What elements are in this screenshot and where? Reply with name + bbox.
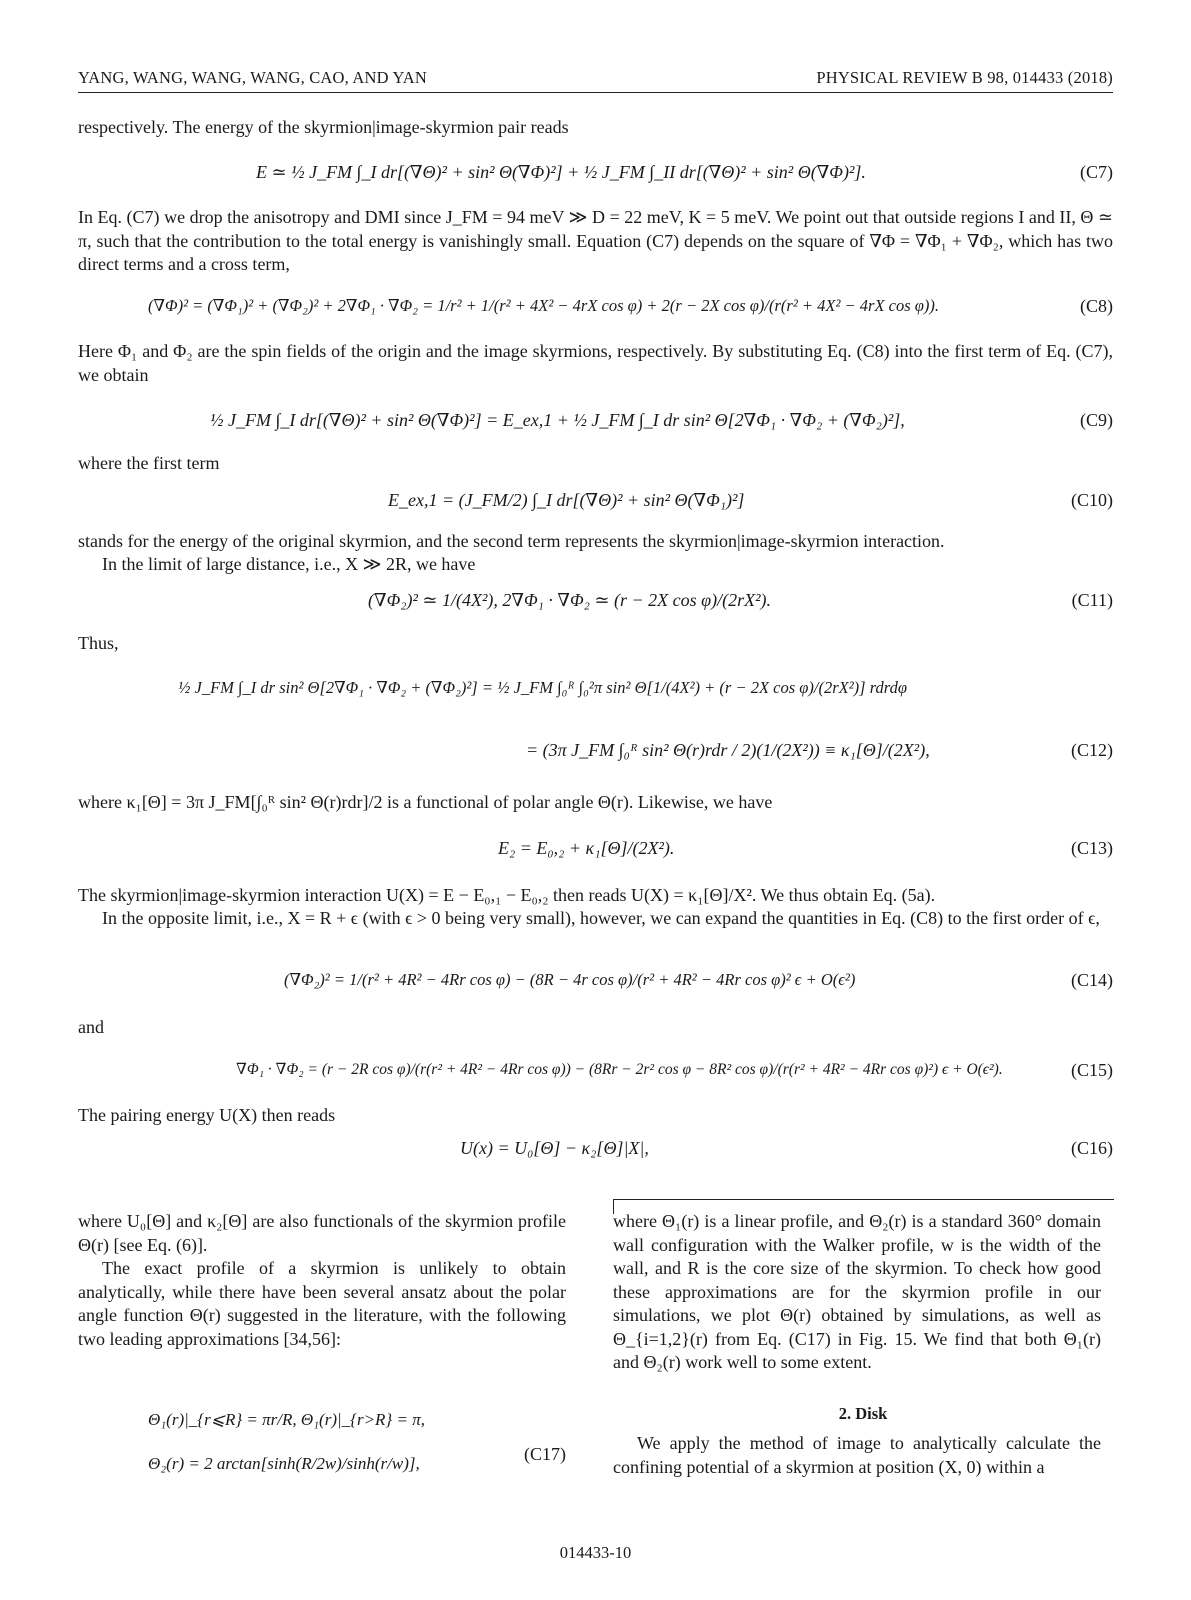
paragraph-thus: Thus,	[78, 633, 119, 653]
paragraph-interaction: The skyrmion|image-skyrmion interaction U(X) = E − E₀,₁ − E₀,₂ then reads U(X) = κ₁[Θ]/X². We thus obtain Eq. (5a).	[78, 885, 936, 905]
paragraph-kappa-functional: where κ₁[Θ] = 3π J_FM[∫₀ᴿ sin² Θ(r)rdr]/2 is a functional of polar angle Θ(r). Likewise, we have	[78, 792, 773, 812]
equation-c9	[78, 398, 1113, 448]
paragraph-functionals: where U₀[Θ] and κ₂[Θ] are also functionals of the skyrmion profile Θ(r) [see Eq. (6)].	[78, 1211, 566, 1255]
header-rule	[78, 92, 1113, 93]
paragraph-pairing-energy: The pairing energy U(X) then reads	[78, 1105, 336, 1125]
equation-label-c12: (C12)	[1071, 740, 1113, 760]
equation-label-c17: (C17)	[524, 1444, 566, 1464]
equation-c16-body: U(x) = U₀[Θ] − κ₂[Θ]|X|,	[460, 1138, 649, 1158]
paragraph-intro: respectively. The energy of the skyrmion|image-skyrmion pair reads	[78, 117, 569, 137]
equation-c11	[78, 578, 1113, 628]
equation-label-c13: (C13)	[1071, 838, 1113, 858]
equation-label-c15: (C15)	[1071, 1060, 1113, 1080]
equation-c17-body: Θ₁(r)|_{r⩽R} = πr/R, Θ₁(r)|_{r>R} = π, Θ₂(r) = 2 arctan[sinh(R/2w)/sinh(r/w)],	[148, 1410, 425, 1473]
equation-c14	[78, 956, 1113, 1008]
equation-c15-body: ∇Φ₁ · ∇Φ₂ = (r − 2R cos φ)/(r(r² + 4R² − 4Rr cos φ)) − (8Rr − 2r² cos φ − 8R² cos φ)/(r(r² + 4R² − 4Rr cos φ)²) ϵ + O(ϵ²).	[236, 1061, 1003, 1078]
equation-label-c9: (C9)	[1080, 410, 1113, 430]
paragraph-disk-method: We apply the method of image to analytically calculate the confining potential of a skyrmion at position (X, 0) within a	[613, 1433, 1101, 1477]
equation-label-c16: (C16)	[1071, 1138, 1113, 1158]
equation-c11-body: (∇Φ₂)² ≃ 1/(4X²), 2∇Φ₁ · ∇Φ₂ ≃ (r − 2X cos φ)/(2rX²).	[368, 590, 771, 610]
equation-c9-body: ½ J_FM ∫_I dr[(∇Θ)² + sin² Θ(∇Φ)²] = E_ex,1 + ½ J_FM ∫_I dr sin² Θ[2∇Φ₁ · ∇Φ₂ + (∇Φ₂)²],	[210, 410, 905, 430]
paragraph-large-distance: In the limit of large distance, i.e., X ≫ 2R, we have	[102, 554, 476, 574]
equation-c15	[78, 1044, 1113, 1098]
paragraph-original-energy: stands for the energy of the original skyrmion, and the second term represents the skyrmion|image-skyrmion interaction.	[78, 531, 945, 551]
equation-c17	[78, 1392, 566, 1488]
paragraph-profiles-description: where Θ₁(r) is a linear profile, and Θ₂(r) is a standard 360° domain wall configuration with the Walker profile, w is the width of the wall, and R is the core size of the skyrmion. To check how good these approximations are for the skyrmion profile in our simulations, we plot Θ(r) obtained by simulations, as well as Θ_{i=1,2}(r) from Eq. (C17) in Fig. 15. We find that both Θ₁(r) and Θ₂(r) work well to some extent.	[613, 1211, 1101, 1372]
running-header-authors: YANG, WANG, WANG, WANG, CAO, AND YAN	[78, 68, 427, 87]
paragraph-exact-profile: The exact profile of a skyrmion is unlikely to obtain analytically, while there have been several ansatz about the polar angle function Θ(r) suggested in the literature, with the following two leading approximations [34,56]:	[78, 1258, 566, 1349]
page-number: 014433-10	[559, 1543, 632, 1562]
equation-c7	[78, 150, 1113, 200]
equation-c12	[78, 662, 1113, 790]
running-header-journal: PHYSICAL REVIEW B 98, 014433 (2018)	[816, 68, 1113, 87]
equation-c16	[78, 1132, 1113, 1168]
equation-c13	[78, 822, 1113, 878]
equation-c13-body: E₂ = E₀,₂ + κ₁[Θ]/(2X²).	[498, 838, 675, 858]
equation-c7-body: E ≃ ½ J_FM ∫_I dr[(∇Θ)² + sin² Θ(∇Φ)²] + ½ J_FM ∫_II dr[(∇Θ)² + sin² Θ(∇Φ)²].	[256, 162, 866, 182]
paragraph-and: and	[78, 1017, 104, 1037]
equation-label-c8: (C8)	[1080, 296, 1113, 316]
equation-label-c10: (C10)	[1071, 490, 1113, 510]
equation-c10-body: E_ex,1 = (J_FM/2) ∫_I dr[(∇Θ)² + sin² Θ(∇Φ₁)²]	[388, 490, 745, 510]
equation-label-c11: (C11)	[1071, 590, 1113, 610]
paragraph-spin-fields: Here Φ₁ and Φ₂ are the spin fields of the origin and the image skyrmions, respectively. By substituting Eq. (C8) into the first term of Eq. (C7), we obtain	[78, 341, 1113, 385]
equation-c12-line-2: = (3π J_FM ∫₀ᴿ sin² Θ(r)rdr / 2)(1/(2X²)) ≡ κ₁[Θ]/(2X²),	[526, 740, 930, 760]
equation-c8	[78, 282, 1113, 334]
equation-c12-line-1: ½ J_FM ∫_I dr sin² Θ[2∇Φ₁ · ∇Φ₂ + (∇Φ₂)²] = ½ J_FM ∫₀ᴿ ∫₀²π sin² Θ[1/(4X²) + (r − 2X cos φ)/(2rX²)] rdrdφ	[178, 678, 907, 697]
paragraph-drop-anisotropy: In Eq. (C7) we drop the anisotropy and DMI since J_FM = 94 meV ≫ D = 22 meV, K = 5 meV. We point out that outside regions I and II, Θ ≃ π, such that the contribution to the total energy is vanishingly small. Equation (C7) depends on the square of ∇Φ = ∇Φ₁ + ∇Φ₂, which has two direct terms and a cross term,	[78, 207, 1113, 274]
equation-c10	[78, 478, 1113, 524]
section-title-disk: 2. Disk	[838, 1404, 888, 1423]
equation-c8-body: (∇Φ)² = (∇Φ₁)² + (∇Φ₂)² + 2∇Φ₁ · ∇Φ₂ = 1/r² + 1/(r² + 4X² − 4rX cos φ) + 2(r − 2X cos φ)/(r(r² + 4X² − 4rX cos φ)).	[148, 296, 940, 315]
equation-c14-body: (∇Φ₂)² = 1/(r² + 4R² − 4Rr cos φ) − (8R − 4r cos φ)/(r² + 4R² − 4Rr cos φ)² ϵ + O(ϵ²)	[284, 970, 856, 989]
equation-label-c7: (C7)	[1080, 162, 1113, 182]
equation-label-c14: (C14)	[1071, 970, 1113, 990]
paragraph-opposite-limit: In the opposite limit, i.e., X = R + ϵ (with ϵ > 0 being very small), however, we can expand the quantities in Eq. (C8) to the first order of ϵ,	[102, 908, 1100, 928]
paragraph-first-term: where the first term	[78, 453, 220, 473]
